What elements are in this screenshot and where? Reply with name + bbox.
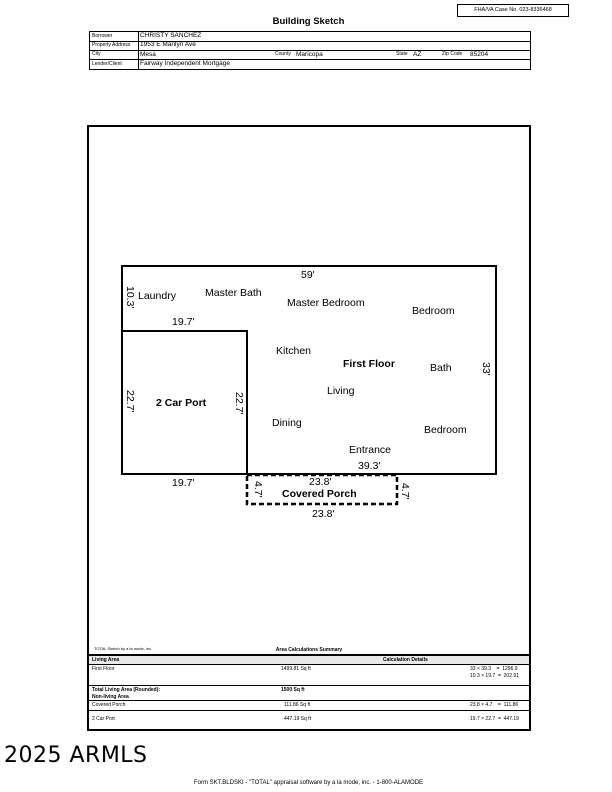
state-label: State: [396, 51, 408, 57]
living-area-heading: Living Area: [92, 657, 120, 663]
room-dining: Dining: [272, 417, 302, 429]
city-row: [90, 50, 530, 60]
lender-label: Lender/Client: [92, 61, 122, 67]
dim-bottom-width: 39.3': [358, 460, 381, 472]
dim-porch-bottom: 23.8': [312, 508, 335, 520]
address-value: 1953 E Marilyn Ave: [140, 41, 196, 48]
area-calc-title: Area Calculations Summary: [275, 647, 343, 653]
dim-porch-top: 23.8': [309, 476, 332, 488]
property-info-table: [89, 31, 531, 70]
lender-value: Fairway Independent Mortgage: [140, 60, 230, 67]
first-floor-calc-1: 33 × 39.3 = 1296.9: [470, 666, 518, 672]
room-carport: 2 Car Port: [156, 397, 207, 409]
room-bath: Bath: [430, 362, 452, 374]
room-living: Living: [327, 385, 355, 397]
county-value: Maricopa: [296, 51, 323, 58]
room-kitchen: Kitchen: [276, 345, 312, 357]
covered-porch-label: Covered Porch: [92, 702, 126, 708]
room-bedroom-1: Bedroom: [412, 305, 455, 317]
first-floor-sqft: 1499.81 Sq ft: [281, 666, 311, 672]
dim-upper-width: 19.7': [172, 316, 195, 328]
room-entrance: Entrance: [349, 444, 392, 456]
room-master-bedroom: Master Bedroom: [287, 297, 365, 309]
software-label: TOTAL Sketch by a la mode, inc.: [94, 646, 153, 651]
dim-carport-right: 22.7': [233, 392, 245, 415]
zip-label: Zip Code: [442, 51, 463, 57]
dim-lower-width: 19.7': [172, 477, 195, 489]
calc-divider: [89, 685, 529, 686]
room-laundry: Laundry: [138, 290, 176, 302]
calc-details-heading: Calculation Details: [383, 657, 428, 663]
case-number: FHA/VA Case No. 023-8336468: [457, 4, 569, 17]
borrower-value: CHRISTY SANCHEZ: [140, 32, 202, 39]
state-value: AZ: [413, 51, 422, 58]
first-floor-calc-2: 10.3 × 19.7 = 202.91: [470, 673, 519, 679]
total-living-label: Total Living Area (Rounded):: [92, 687, 161, 693]
address-label: Property Address: [92, 42, 131, 48]
watermark: 2025 ARMLS: [4, 743, 148, 768]
floor-label: First Floor: [343, 358, 395, 370]
carport-label: 2 Car Port: [92, 716, 115, 722]
non-living-heading: Non-living Area: [92, 694, 129, 700]
city-label: City: [92, 51, 101, 57]
page-footer: Form SKT.BLDSKI - "TOTAL" appraisal software by a la mode, inc. - 1-800-ALAMODE: [193, 780, 424, 786]
room-bedroom-2: Bedroom: [424, 424, 467, 436]
carport-calc: 19.7 × 22.7 = 447.19: [470, 716, 519, 722]
dim-laundry-height: 10.3': [124, 286, 136, 309]
calc-header-band: [89, 656, 529, 665]
borrower-label: Borrower: [92, 33, 113, 39]
covered-porch-calc: 23.8 × 4.7 = 111.86: [470, 702, 519, 708]
room-master-bath: Master Bath: [205, 287, 262, 299]
calc-divider-2: [89, 700, 529, 701]
carport-sqft: 447.19 Sq ft: [284, 716, 311, 722]
dim-right-height: 33': [480, 362, 492, 376]
city-value: Mesa: [140, 51, 156, 58]
dim-carport-left: 22.7': [124, 390, 136, 413]
zip-value: 85204: [470, 51, 489, 58]
dim-top: 59': [301, 269, 315, 281]
room-covered-porch: Covered Porch: [282, 488, 357, 500]
total-living-value: 1500 Sq ft: [281, 687, 305, 693]
first-floor-label: First Floor: [92, 666, 115, 672]
lender-row: [90, 60, 530, 69]
page-title: Building Sketch: [272, 16, 345, 27]
dim-porch-right: 4.7': [399, 483, 411, 500]
county-label: County: [275, 51, 291, 57]
covered-porch-sqft: 111.86 Sq ft: [284, 702, 311, 708]
dim-porch-left: 4.7': [252, 481, 264, 498]
calc-divider-3: [89, 710, 529, 711]
